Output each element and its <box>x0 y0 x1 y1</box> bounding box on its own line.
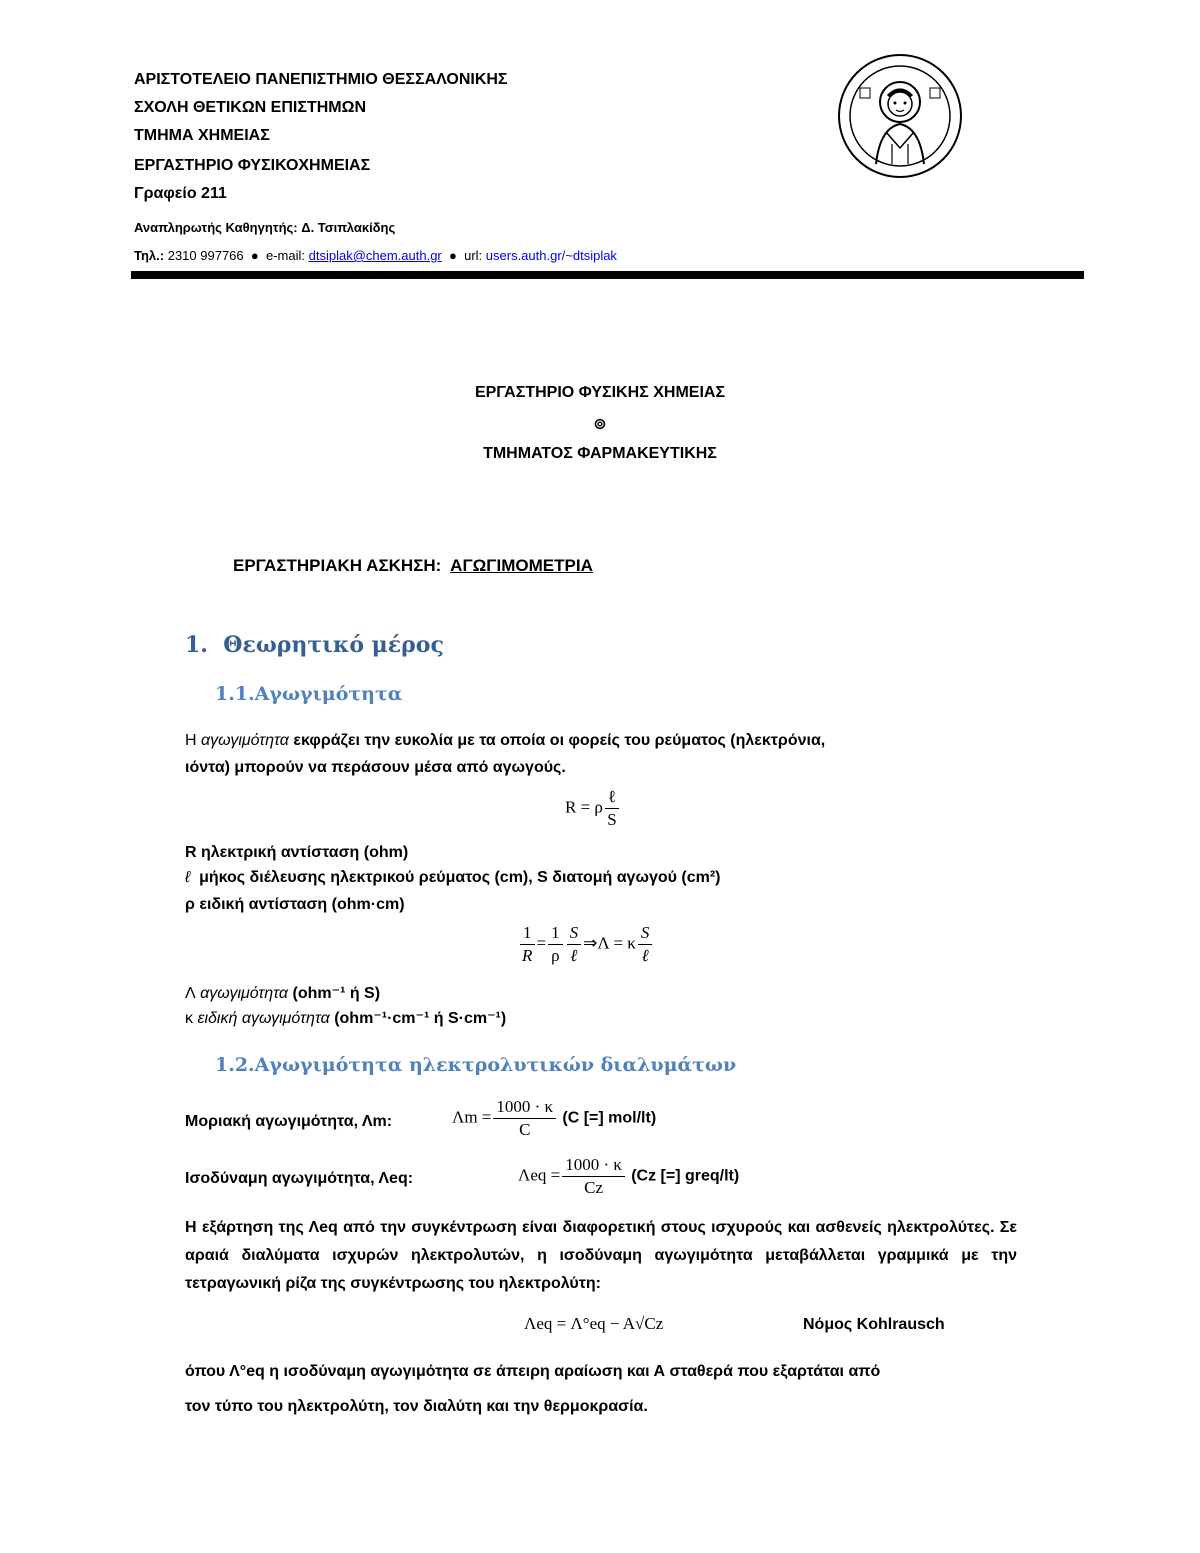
length-def: μήκος διέλευσης ηλεκτρικού ρεύματος (cm), S διατομή αγωγού (cm²) <box>199 869 721 886</box>
eqv-den: Cz <box>584 1178 604 1197</box>
eqv-lhs: Λeq = <box>518 1165 561 1185</box>
bullet-icon: ● <box>250 248 259 263</box>
title-line2: ΤΜΗΜΑΤΟΣ ΦΑΡΜΑΚΕΥΤΙΚΗΣ <box>483 445 717 462</box>
phone-label: Τηλ.: <box>134 248 165 263</box>
office: Γραφείο 211 <box>134 185 227 202</box>
url-label: url: <box>464 248 483 263</box>
eqv-unit: (Cz [=] greq/lt) <box>631 1167 740 1185</box>
kohlrausch-law-name: Νόμος Kohlrausch <box>803 1316 945 1333</box>
section-number: 1. <box>185 632 208 658</box>
molar-conductivity-equation <box>452 1096 656 1141</box>
eq2-b-den: ρ <box>551 946 560 965</box>
def-R: R ηλεκτρική αντίσταση (ohm) <box>185 844 409 861</box>
professor-name: Δ. Τσιπλακίδης <box>301 220 396 235</box>
def-length <box>185 868 721 888</box>
professor-label: Αναπληρωτής Καθηγητής: <box>134 220 298 235</box>
conductance-equation <box>518 922 654 967</box>
molar-conductivity-label: Μοριακή αγωγιμότητα, Λm: <box>185 1113 393 1130</box>
intro-term: αγωγιμότητα <box>201 732 289 749</box>
molar-den: C <box>519 1120 531 1139</box>
final-line-1: όπου Λ°eq η ισοδύναμη αγωγιμότητα σε άπειρη αραίωση και Α σταθερά που εξαρτάται από <box>185 1363 881 1380</box>
eq2-mid: ⇒Λ = κ <box>583 933 636 953</box>
eq1-den: S <box>607 810 617 829</box>
header-divider <box>131 271 1084 279</box>
final-line-2: τον τύπο του ηλεκτρολύτη, τον διαλύτη και την θερμοκρασία. <box>185 1398 648 1415</box>
kappa-term: ειδική αγωγιμότητα <box>197 1010 330 1027</box>
kohlrausch-paragraph: Η εξάρτηση της Λeq από την συγκέντρωση είναι διαφορετική στους ισχυρούς και ασθενείς ηλεκτρολύτες. Σε αραιά διαλύματα ισχυρών ηλεκτρολυτών, η ισοδύναμη αγωγιμότητα μεταβάλλεται γραμμικά με την τετραγωνική ρίζα της συγκέντρωσης του ηλεκτρολύτη: <box>185 1219 1017 1292</box>
eqv-num: 1000 · κ <box>562 1154 625 1177</box>
eq2-c-num: S <box>569 923 579 942</box>
url-link[interactable]: users.auth.gr/~dtsiplak <box>485 248 617 263</box>
title-line1: ΕΡΓΑΣΤΗΡΙΟ ΦΥΣΙΚΗΣ ΧΗΜΕΙΑΣ <box>474 384 726 401</box>
lab-name: ΕΡΓΑΣΤΗΡΙΟ ΦΥΣΙΚΟΧΗΜΕΙΑΣ <box>134 157 371 174</box>
intro-rest: εκφράζει την ευκολία με τα οποία οι φορείς του ρεύματος (ηλεκτρόνια, <box>293 732 826 749</box>
eq2-b-num: 1 <box>548 922 563 945</box>
kappa-symbol: κ <box>185 1010 193 1027</box>
phone-number: 2310 997766 <box>167 248 244 263</box>
length-symbol: ℓ <box>185 869 191 886</box>
eq1-lhs: R = ρ <box>565 797 603 817</box>
title-symbol: ⊚ <box>593 416 607 433</box>
subsection-1-1-heading: 1.1.Αγωγιμότητα <box>215 683 403 705</box>
school-name: ΣΧΟΛΗ ΘΕΤΙΚΩΝ ΕΠΙΣΤΗΜΩΝ <box>134 99 366 116</box>
equivalent-conductivity-label: Ισοδύναμη αγωγιμότητα, Λeq: <box>185 1170 414 1187</box>
eq2-a-den: R <box>522 946 533 965</box>
def-Lambda <box>185 984 380 1004</box>
eq2-d-den: ℓ <box>641 946 649 965</box>
university-seal-logo <box>836 52 964 180</box>
eq1-num: ℓ <box>605 786 619 809</box>
molar-unit: (C [=] mol/lt) <box>562 1109 657 1127</box>
molar-num: 1000 · κ <box>493 1096 556 1119</box>
email-label: e-mail: <box>265 248 305 263</box>
def-kappa <box>185 1009 506 1029</box>
lambda-unit: (ohm⁻¹ ή S) <box>292 985 381 1002</box>
def-rho: ρ ειδική αντίσταση (ohm·cm) <box>185 896 405 913</box>
department-name: ΤΜΗΜΑ ΧΗΜΕΙΑΣ <box>134 127 270 144</box>
kohlrausch-equation: Λeq = Λ°eq − A√Cz <box>524 1314 664 1333</box>
bullet-icon: ● <box>449 248 457 263</box>
equivalent-conductivity-equation <box>518 1154 739 1199</box>
contact-line <box>134 248 617 264</box>
eq2-d-num: S <box>640 923 650 942</box>
lambda-term: αγωγιμότητα <box>200 985 289 1002</box>
eq2-c-den: ℓ <box>570 946 578 965</box>
university-name: ΑΡΙΣΤΟΤΕΛΕΙΟ ΠΑΝΕΠΙΣΤΗΜΙΟ ΘΕΣΣΑΛΟΝΙΚΗΣ <box>134 71 508 88</box>
email-link[interactable]: dtsiplak@chem.auth.gr <box>308 248 442 263</box>
section-title: Θεωρητικό μέρος <box>223 632 444 658</box>
professor-line <box>134 220 395 236</box>
intro-line-2: ιόντα) μπορούν να περάσουν μέσα από αγωγούς. <box>185 759 566 776</box>
eq2-eq: = <box>536 933 547 953</box>
final-paragraph <box>185 1358 1017 1421</box>
resistance-equation <box>565 786 621 831</box>
intro-line-1 <box>185 731 825 751</box>
intro-pre: Η <box>185 732 197 749</box>
exercise-label: ΕΡΓΑΣΤΗΡΙΑΚΗ ΑΣΚΗΣΗ: <box>233 556 442 575</box>
exercise-name: ΑΓΩΓΙΜΟΜΕΤΡΙΑ <box>450 556 593 575</box>
lambda-symbol: Λ <box>185 985 196 1002</box>
subsection-1-2-heading: 1.2.Αγωγιμότητα ηλεκτρολυτικών διαλυμάτων <box>215 1054 737 1076</box>
exercise-title <box>233 556 593 576</box>
kappa-unit: (ohm⁻¹·cm⁻¹ ή S·cm⁻¹) <box>334 1010 507 1027</box>
eq2-a-num: 1 <box>520 922 535 945</box>
section-heading <box>185 632 444 658</box>
molar-lhs: Λm = <box>452 1107 492 1127</box>
